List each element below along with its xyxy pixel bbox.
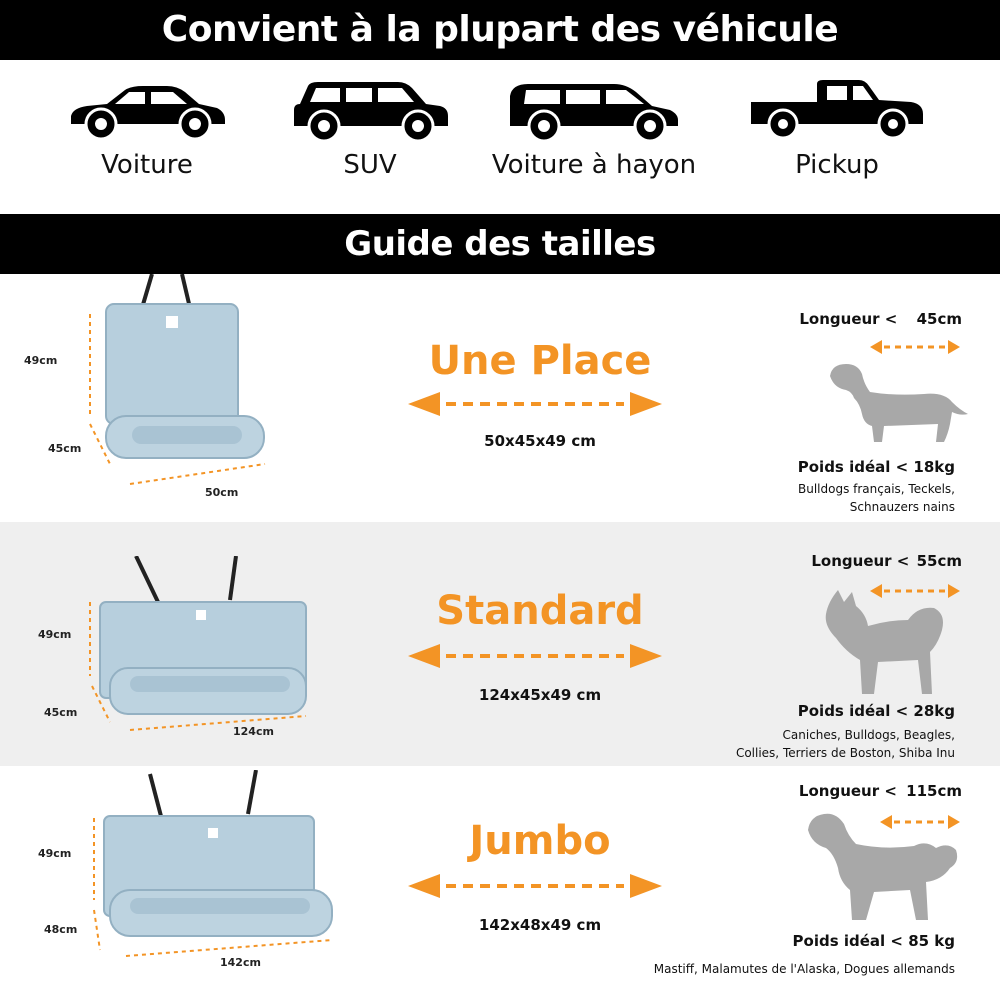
length-value: 115cm xyxy=(906,782,962,800)
breeds-line: Bulldogs français, Teckels, xyxy=(797,482,955,496)
length-label: Longueur < xyxy=(799,310,898,328)
length-text xyxy=(799,310,962,328)
length-text xyxy=(799,782,962,800)
vehicle-suv xyxy=(250,80,490,180)
weight-text: Poids idéal < 18kg xyxy=(797,458,955,476)
size-title: Une Place xyxy=(428,338,652,384)
dimensions-text: 124x45x49 cm xyxy=(478,686,602,704)
single-seat-cover-image xyxy=(70,274,280,499)
length-label: Longueur < xyxy=(811,552,910,570)
vehicle-label: SUV xyxy=(343,150,397,180)
breeds-line: Caniches, Bulldogs, Beagles, xyxy=(782,728,955,742)
size-title: Jumbo xyxy=(469,818,611,864)
breeds-line: Mastiff, Malamutes de l'Alaska, Dogues allemands xyxy=(653,962,955,976)
depth-label: 45cm xyxy=(48,442,82,455)
breeds-text xyxy=(654,960,955,978)
height-label: 49cm xyxy=(24,354,58,367)
vehicle-label: Pickup xyxy=(795,150,879,180)
length-label: Longueur < xyxy=(798,782,897,800)
header-banner xyxy=(0,0,1000,60)
dimensions-text: 50x45x49 cm xyxy=(484,432,596,450)
weight-text: Poids idéal < 85 kg xyxy=(792,932,955,950)
depth-label: 45cm xyxy=(44,706,78,719)
length-value: 55cm xyxy=(916,552,962,570)
size-section-jumbo xyxy=(0,766,1000,1000)
vehicle-hatchback xyxy=(474,80,714,180)
dimension-arrow xyxy=(408,392,662,416)
suv-icon xyxy=(290,80,450,142)
width-label: 124cm xyxy=(233,725,274,738)
weight-text: Poids idéal < 28kg xyxy=(797,702,955,720)
breeds-line: Schnauzers nains xyxy=(849,500,955,514)
hatchback-icon xyxy=(504,80,684,142)
dimension-arrow xyxy=(408,644,662,668)
size-guide-banner xyxy=(0,214,1000,274)
breeds-text xyxy=(736,726,955,762)
spitz-dog-icon xyxy=(818,586,948,698)
size-title: Standard xyxy=(436,588,644,634)
dimension-arrow xyxy=(408,874,662,898)
vehicle-label: Voiture à hayon xyxy=(491,150,697,180)
breeds-line: Collies, Terriers de Boston, Shiba Inu xyxy=(735,746,955,760)
dimensions-text: 142x48x49 cm xyxy=(478,916,602,934)
vehicle-sedan xyxy=(27,80,267,180)
size-guide-title: Guide des tailles xyxy=(344,224,656,264)
length-arrow xyxy=(870,340,960,354)
depth-label: 48cm xyxy=(44,923,78,936)
length-text xyxy=(811,552,962,570)
width-label: 142cm xyxy=(220,956,261,969)
vehicle-row xyxy=(0,60,1000,214)
length-value: 45cm xyxy=(916,310,962,328)
header-title: Convient à la plupart des véhicule xyxy=(161,9,839,50)
jumbo-seat-cover-image xyxy=(70,770,340,966)
standard-seat-cover-image xyxy=(70,556,320,746)
pickup-icon xyxy=(747,80,927,142)
collie-dog-icon xyxy=(804,810,962,926)
size-section-standard xyxy=(0,522,1000,766)
height-label: 49cm xyxy=(38,628,72,641)
vehicle-label: Voiture xyxy=(101,150,193,180)
dachshund-icon xyxy=(824,362,970,448)
width-label: 50cm xyxy=(205,486,239,499)
size-section-single xyxy=(0,274,1000,522)
height-label: 49cm xyxy=(38,847,72,860)
breeds-text xyxy=(798,480,955,516)
sedan-icon xyxy=(67,80,227,142)
vehicle-pickup xyxy=(717,80,957,180)
